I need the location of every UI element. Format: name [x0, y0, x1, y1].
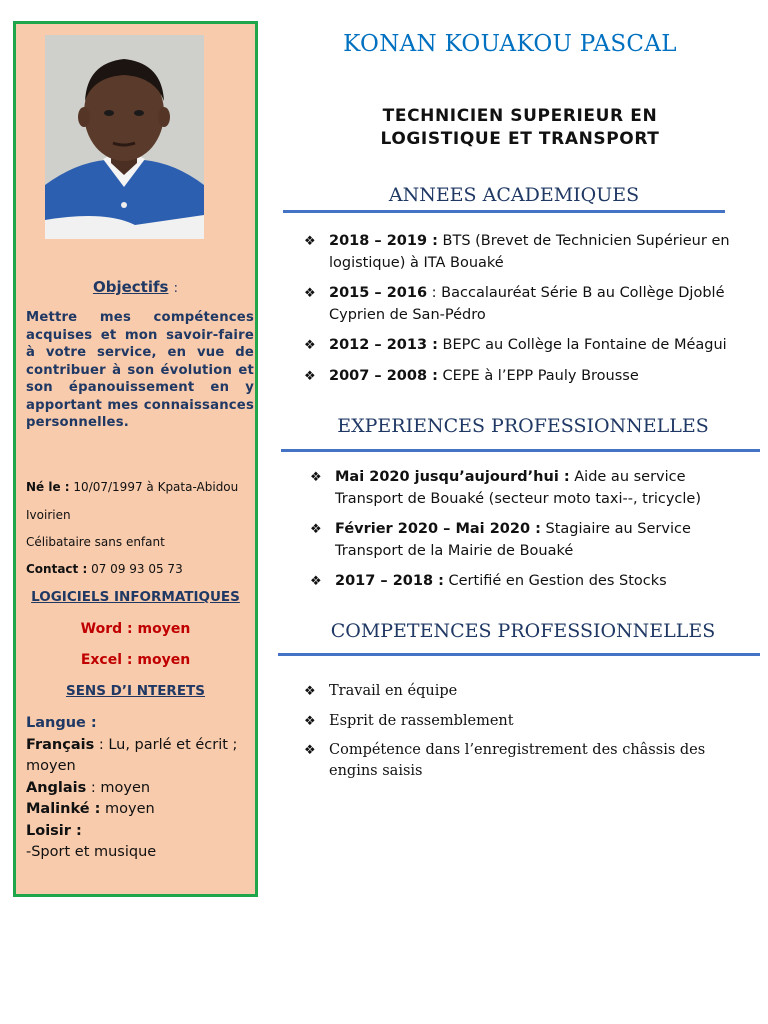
- item-text: Certifié en Gestion des Stocks: [443, 573, 667, 589]
- software-heading: LOGICIELS INFORMATIQUES: [31, 589, 240, 605]
- list-item: [310, 467, 750, 510]
- job-title-line2: LOGISTIQUE ET TRANSPORT: [380, 129, 660, 149]
- leisure-value: -Sport et musique: [26, 844, 157, 860]
- birth-info: [26, 480, 238, 494]
- birth-label: Né le :: [26, 480, 70, 494]
- diamond-bullet-icon: ❖: [310, 574, 322, 589]
- interests-heading: SENS D’I NTERETS: [65, 683, 205, 699]
- leisure-heading: [26, 821, 256, 843]
- job-title: [330, 105, 710, 151]
- list-item: [304, 283, 734, 326]
- academic-list: [304, 231, 734, 387]
- diamond-bullet-icon: ❖: [304, 713, 316, 729]
- diamond-bullet-icon: ❖: [304, 368, 316, 384]
- contact-value: 07 09 93 05 73: [91, 562, 183, 576]
- language-name: Malinké :: [26, 801, 101, 817]
- item-text: BEPC au Collège la Fontaine de Méagui: [437, 337, 727, 353]
- diamond-bullet-icon: ❖: [304, 286, 316, 301]
- job-title-line1: TECHNICIEN SUPERIEUR EN: [382, 106, 658, 126]
- experience-divider: [281, 449, 760, 452]
- software-excel: Excel : moyen: [80, 652, 191, 668]
- nationality: Ivoirien: [26, 508, 71, 522]
- language-level: : Lu, parlé et écrit ; moyen: [26, 736, 238, 774]
- language-name: Français: [26, 736, 95, 753]
- birth-value: 10/07/1997 à Kpata-Abidou: [73, 480, 239, 494]
- contact-label: Contact :: [26, 562, 88, 576]
- item-period: Février 2020 – Mai 2020 :: [335, 521, 541, 537]
- list-item: [304, 681, 752, 702]
- language-name: Anglais: [26, 779, 87, 796]
- language-malinke: [26, 799, 256, 821]
- leisure-title: Loisir :: [26, 822, 82, 839]
- item-years: 2018 – 2019 :: [329, 233, 438, 249]
- item-text: BTS (Brevet de Technicien Supérieur en logistique) à ITA Bouaké: [329, 233, 730, 271]
- item-years: 2007 – 2008 :: [329, 367, 438, 384]
- language-heading: Langue :: [26, 715, 97, 731]
- marital-status: Célibataire sans enfant: [26, 535, 165, 549]
- skills-list: [304, 681, 752, 781]
- item-years: 2012 – 2013 :: [329, 337, 438, 353]
- diamond-bullet-icon: ❖: [310, 522, 322, 537]
- skills-heading: COMPETENCES PROFESSIONNELLES: [330, 620, 716, 642]
- item-text: Aide au service Transport de Bouaké (secteur moto taxi--, tricycle): [335, 469, 701, 507]
- sidebar: [13, 21, 258, 897]
- list-item: [310, 571, 750, 593]
- list-item: [304, 740, 752, 781]
- languages-block: [26, 713, 256, 864]
- contact-info: [26, 562, 183, 576]
- list-item: [304, 366, 734, 388]
- skills-divider: [278, 653, 760, 656]
- language-level: : moyen: [86, 779, 151, 796]
- software-word: Word : moyen: [80, 621, 191, 637]
- diamond-bullet-icon: ❖: [310, 470, 322, 485]
- item-text: Stagiaire au Service Transport de la Mairie de Bouaké: [335, 521, 691, 559]
- language-french: [26, 735, 256, 778]
- objectives-colon: :: [173, 281, 179, 296]
- list-item: [304, 335, 734, 357]
- list-item: [304, 231, 734, 274]
- list-item: [310, 519, 750, 562]
- item-text: Travail en équipe: [329, 683, 458, 699]
- diamond-bullet-icon: ❖: [304, 743, 316, 758]
- experience-heading: EXPERIENCES PROFESSIONNELLES: [337, 415, 709, 437]
- academic-heading: ANNEES ACADEMIQUES: [388, 184, 640, 206]
- item-text: Esprit de rassemblement: [329, 712, 514, 729]
- language-level: moyen: [100, 801, 155, 817]
- diamond-bullet-icon: ❖: [304, 684, 316, 699]
- diamond-bullet-icon: ❖: [304, 338, 316, 353]
- item-period: 2017 – 2018 :: [335, 573, 444, 589]
- profile-photo: [45, 35, 204, 239]
- diamond-bullet-icon: ❖: [304, 234, 316, 249]
- list-item: [304, 711, 752, 732]
- academic-divider: [283, 210, 725, 213]
- language-english: [26, 778, 256, 800]
- objectives-title: Objectifs: [92, 278, 169, 296]
- item-period: Mai 2020 jusqu’aujourd’hui :: [335, 469, 570, 485]
- candidate-name: KONAN KOUAKOU PASCAL: [343, 31, 677, 57]
- item-years: 2015 – 2016: [329, 285, 428, 301]
- item-text: : Baccalauréat Série B au Collège Djoblé Cyprien de San-Pédro: [329, 285, 725, 323]
- objectives-text: Mettre mes compétences acquises et mon savoir-faire à votre service, en vue de contribuer à son évolution et son épanouissement en y apportant mes connaissances personnelles.: [26, 310, 254, 430]
- experience-list: [310, 467, 750, 593]
- item-text: Compétence dans l’enregistrement des châssis des engins saisis: [329, 742, 706, 779]
- objectives-heading: [16, 278, 255, 296]
- item-text: CEPE à l’EPP Pauly Brousse: [437, 367, 639, 384]
